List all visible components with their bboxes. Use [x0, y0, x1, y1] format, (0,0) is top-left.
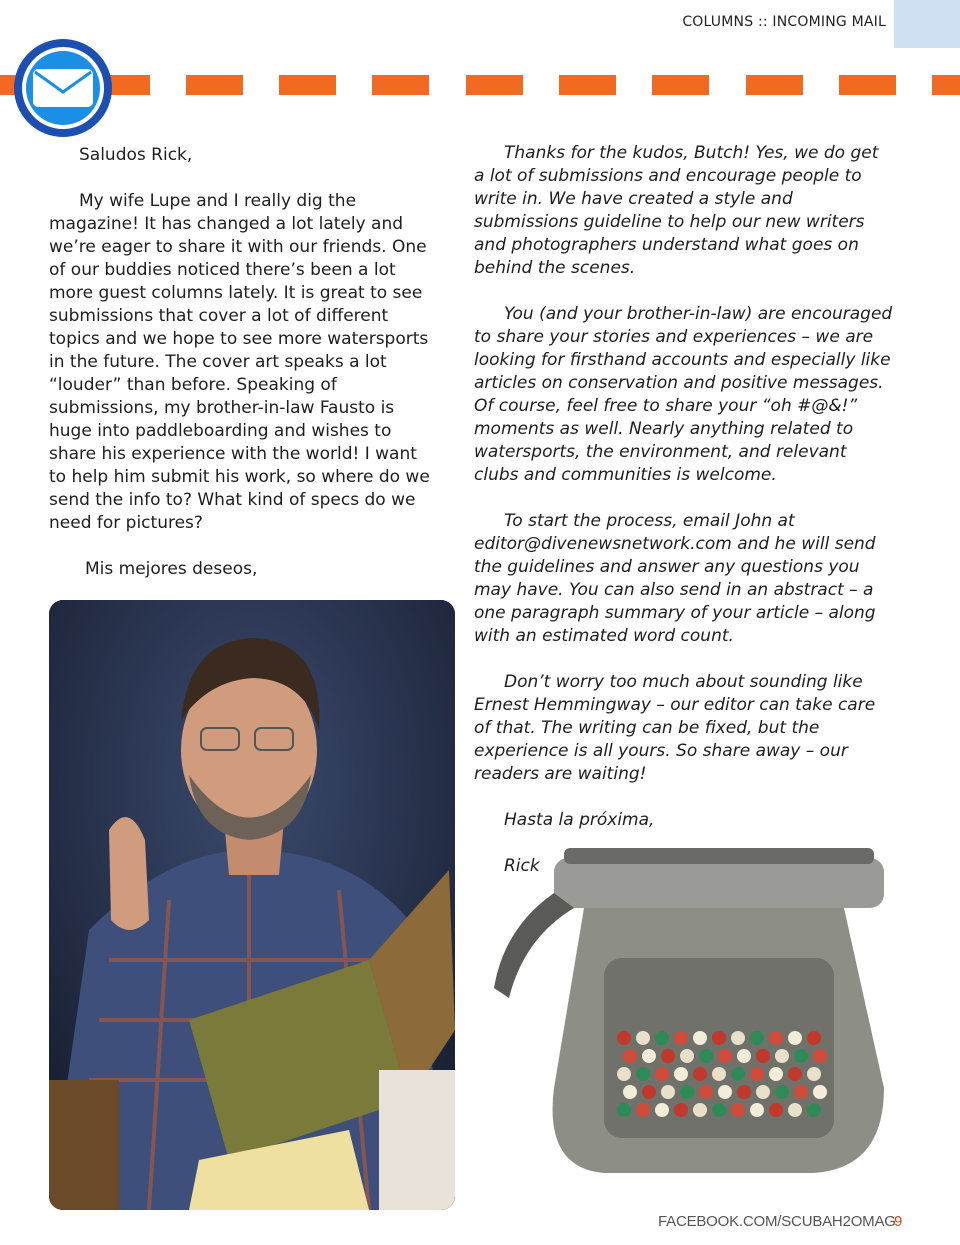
typewriter-key	[674, 1031, 688, 1045]
typewriter-key	[750, 1031, 764, 1045]
reply-paragraph: Thanks for the kudos, Butch! Yes, we do get a lot of submissions and encourage people to write in. We have created a style and submissions guideline to help our new writers and photographers understand what goes on behind the scenes.	[474, 143, 879, 278]
typewriter-key	[655, 1103, 669, 1117]
typewriter-key	[731, 1103, 745, 1117]
typewriter-key	[750, 1067, 764, 1081]
typewriter-key	[813, 1085, 827, 1099]
typewriter-key	[718, 1085, 732, 1099]
typewriter-key	[769, 1067, 783, 1081]
typewriter-key	[813, 1049, 827, 1063]
typewriter-key	[617, 1031, 631, 1045]
typewriter-key	[788, 1103, 802, 1117]
typewriter-key	[674, 1103, 688, 1117]
typewriter-key	[636, 1067, 650, 1081]
typewriter-key	[756, 1085, 770, 1099]
typewriter-key	[661, 1049, 675, 1063]
typewriter-key	[642, 1085, 656, 1099]
reply-paragraph: You (and your brother-in-law) are encouraged to share your stories and experiences – we are looking for firsthand accounts and especially like articles on conservation and positive messages. Of course, feel free to share your “oh #@&!” moments as well. Nearly anything related to watersports, the environment, and relevant clubs and communities is welcome.	[474, 304, 893, 485]
typewriter-key	[693, 1067, 707, 1081]
typewriter-key	[680, 1085, 694, 1099]
letter-greeting: Saludos Rick,	[79, 145, 193, 165]
typewriter-key	[731, 1067, 745, 1081]
section-title: COLUMNS :: INCOMING MAIL	[682, 14, 886, 30]
typewriter-key	[693, 1031, 707, 1045]
typewriter-key	[731, 1031, 745, 1045]
typewriter-key	[680, 1049, 694, 1063]
typewriter-key	[712, 1031, 726, 1045]
typewriter-key	[788, 1067, 802, 1081]
typewriter-key	[718, 1049, 732, 1063]
mail-envelope-icon	[32, 68, 94, 108]
reply-paragraph: To start the process, email John at editor@divenewsnetwork.com and he will send the guidelines and answer any questions you may have. You can also send in an abstract – a one paragraph summary of your article – along with an estimated word count.	[474, 511, 876, 646]
typewriter-key	[636, 1103, 650, 1117]
typewriter-key	[661, 1085, 675, 1099]
typewriter-key	[737, 1049, 751, 1063]
editor-reply	[474, 142, 894, 878]
typewriter-key	[699, 1085, 713, 1099]
orange-dash-rule	[0, 75, 960, 95]
typewriter-key	[737, 1085, 751, 1099]
typewriter-key	[623, 1085, 637, 1099]
typewriter-key	[712, 1103, 726, 1117]
typewriter-key	[674, 1067, 688, 1081]
typewriter-key	[807, 1031, 821, 1045]
typewriter-key	[794, 1085, 808, 1099]
typewriter-key	[788, 1031, 802, 1045]
man-reading-book-photo	[49, 600, 455, 1210]
page-header	[0, 0, 960, 48]
typewriter-key	[693, 1103, 707, 1117]
header-tab	[894, 0, 960, 48]
letter-body: My wife Lupe and I really dig the magazine! It has changed a lot lately and we’re eager to share it with our friends. One of our buddies noticed there’s been a lot more guest columns lately. It is great to see submissions that cover a lot of different topics and we hope to see more watersports in the future. The cover art speaks a lot “louder” than before. Speaking of submissions, my brother-in-law Fausto is huge into paddleboarding and wishes to share his experience with the world! I want to help him submit his work, so where do we send the info to? What kind of specs do we need for pictures?	[49, 191, 430, 533]
reply-closing: Hasta la próxima,	[504, 810, 655, 830]
footer-site-link[interactable]: FACEBOOK.COM/SCUBAH2OMAG	[658, 1213, 896, 1230]
typewriter-key	[623, 1049, 637, 1063]
typewriter-key	[699, 1049, 713, 1063]
reply-paragraph: Don’t worry too much about sounding like Ernest Hemmingway – our editor can take care of that. The writing can be fixed, but the experience is all yours. So share away – our readers are waiting!	[474, 672, 876, 784]
typewriter-key	[775, 1049, 789, 1063]
typewriter-key	[775, 1085, 789, 1099]
typewriter-key	[655, 1067, 669, 1081]
typewriter-key	[617, 1103, 631, 1117]
page-number: 9	[894, 1213, 903, 1230]
reply-signature: Rick	[504, 856, 540, 876]
typewriter-key	[750, 1103, 764, 1117]
reader-letter	[49, 144, 437, 650]
typewriter-key	[756, 1049, 770, 1063]
typewriter-key	[642, 1049, 656, 1063]
typewriter-key	[712, 1067, 726, 1081]
mail-badge	[14, 39, 112, 137]
typewriter-key	[769, 1103, 783, 1117]
typewriter-key	[807, 1067, 821, 1081]
typewriter-key	[636, 1031, 650, 1045]
typewriter-photo	[484, 838, 894, 1183]
typewriter-key	[617, 1067, 631, 1081]
letter-closing: Mis mejores deseos,	[85, 559, 258, 579]
typewriter-key	[769, 1031, 783, 1045]
typewriter-key	[655, 1031, 669, 1045]
typewriter-key	[794, 1049, 808, 1063]
typewriter-key	[807, 1103, 821, 1117]
